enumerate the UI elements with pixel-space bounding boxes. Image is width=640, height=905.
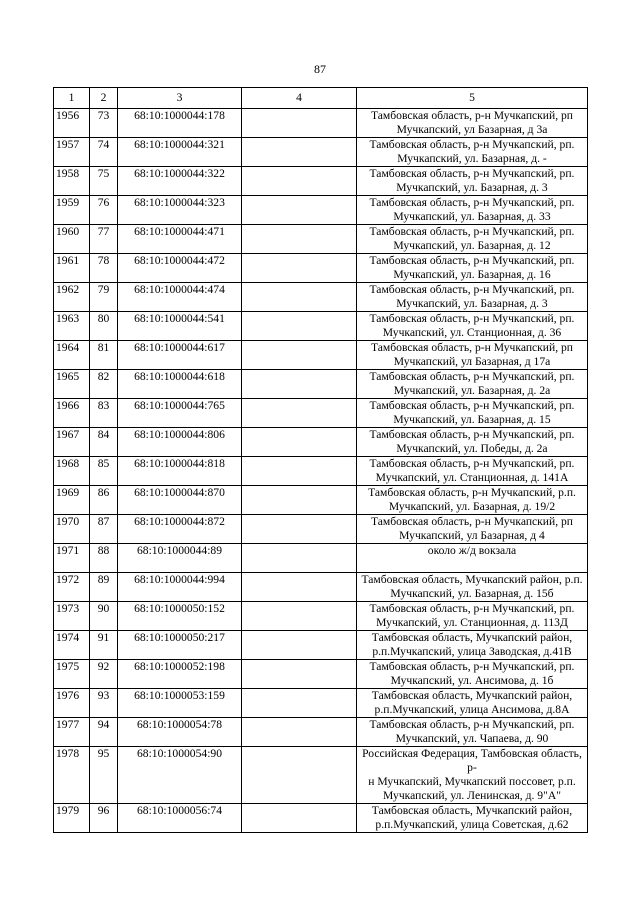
column-4-cell <box>242 602 357 631</box>
address-cell <box>357 544 588 573</box>
address-line: Тамбовская область, р-н Мучкапский, рп. <box>369 718 575 731</box>
address-line: Тамбовская область, р-н Мучкапский, рп. <box>369 254 575 267</box>
column-4-cell <box>242 631 357 660</box>
table-row <box>54 515 588 544</box>
item-number-cell: 74 <box>90 138 118 167</box>
cadastral-number-cell: 68:10:1000044:870 <box>118 486 242 515</box>
column-4-cell <box>242 515 357 544</box>
row-number-cell: 1965 <box>54 370 90 399</box>
address-line: Мучкапский, ул. Ансимова, д. 1б <box>390 674 554 687</box>
table-row <box>54 225 588 254</box>
column-4-cell <box>242 312 357 341</box>
column-4-cell <box>242 399 357 428</box>
row-number-cell: 1969 <box>54 486 90 515</box>
row-number-cell: 1956 <box>54 109 90 138</box>
address-cell <box>357 370 588 399</box>
column-4-cell <box>242 573 357 602</box>
column-4-cell <box>242 747 357 804</box>
address-line: Мучкапский, ул. Ленинская, д. 9"А" <box>383 789 561 802</box>
address-line: Тамбовская область, р-н Мучкапский, рп. <box>369 428 575 441</box>
column-4-cell <box>242 370 357 399</box>
address-line: Тамбовская область, Мучкапский район, <box>371 804 573 817</box>
address-line: Тамбовская область, р-н Мучкапский, рп. <box>369 457 575 470</box>
header-cell-3: 3 <box>118 88 242 109</box>
cadastral-number-cell: 68:10:1000044:806 <box>118 428 242 457</box>
table-row <box>54 660 588 689</box>
item-number-cell: 85 <box>90 457 118 486</box>
item-number-cell: 83 <box>90 399 118 428</box>
item-number-cell: 88 <box>90 544 118 573</box>
cadastral-number-cell: 68:10:1000056:74 <box>118 804 242 833</box>
column-4-cell <box>242 457 357 486</box>
address-line: Мучкапский, ул. Станционная, д. 113Д <box>376 616 568 629</box>
table-row <box>54 138 588 167</box>
address-line: Мучкапский, ул. Чапаева, д. 90 <box>395 732 549 745</box>
address-line: Мучкапский, ул. Базарная, д. 19/2 <box>388 500 556 513</box>
row-number-cell: 1962 <box>54 283 90 312</box>
address-line: Тамбовская область, р-н Мучкапский, рп. <box>369 399 575 412</box>
column-4-cell <box>242 689 357 718</box>
cadastral-number-cell: 68:10:1000044:471 <box>118 225 242 254</box>
column-4-cell <box>242 109 357 138</box>
column-4-cell <box>242 544 357 573</box>
table-row <box>54 283 588 312</box>
column-4-cell <box>242 486 357 515</box>
address-line: Тамбовская область, р-н Мучкапский, рп. <box>369 283 575 296</box>
address-cell <box>357 631 588 660</box>
cadastral-number-cell: 68:10:1000044:541 <box>118 312 242 341</box>
item-number-cell: 76 <box>90 196 118 225</box>
row-number-cell: 1970 <box>54 515 90 544</box>
table-row <box>54 573 588 602</box>
table-row <box>54 109 588 138</box>
table-row <box>54 804 588 833</box>
address-cell <box>357 428 588 457</box>
table-row <box>54 486 588 515</box>
address-cell <box>357 602 588 631</box>
address-cell <box>357 486 588 515</box>
address-cell <box>357 167 588 196</box>
address-cell <box>357 660 588 689</box>
column-4-cell <box>242 718 357 747</box>
table-row <box>54 689 588 718</box>
address-line: Мучкапский, ул. Станционная, д. 141А <box>375 471 569 484</box>
column-4-cell <box>242 225 357 254</box>
row-number-cell: 1968 <box>54 457 90 486</box>
address-line: Тамбовская область, р-н Мучкапский, рп. <box>369 602 575 615</box>
address-line: Мучкапский, ул. Базарная, д. 16 <box>393 268 551 281</box>
column-4-cell <box>242 428 357 457</box>
header-cell-1: 1 <box>54 88 90 109</box>
column-4-cell <box>242 283 357 312</box>
cadastral-number-cell: 68:10:1000053:159 <box>118 689 242 718</box>
row-number-cell: 1964 <box>54 341 90 370</box>
cadastral-number-cell: 68:10:1000044:617 <box>118 341 242 370</box>
address-line: Мучкапский, ул. Базарная, д. 33 <box>393 210 551 223</box>
address-cell <box>357 109 588 138</box>
item-number-cell: 75 <box>90 167 118 196</box>
table-row <box>54 428 588 457</box>
column-4-cell <box>242 167 357 196</box>
address-line: Мучкапский, ул Базарная, д 3а <box>396 123 548 136</box>
address-cell <box>357 312 588 341</box>
table-row <box>54 341 588 370</box>
address-line: Мучкапский, ул. Базарная, д. 2а <box>393 384 551 397</box>
table-row <box>54 631 588 660</box>
address-line: около ж/д вокзала <box>427 544 517 557</box>
header-cell-5: 5 <box>357 88 588 109</box>
item-number-cell: 96 <box>90 804 118 833</box>
table-row <box>54 457 588 486</box>
cadastral-number-cell: 68:10:1000044:618 <box>118 370 242 399</box>
cadastral-number-cell: 68:10:1000044:89 <box>118 544 242 573</box>
address-line: Тамбовская область, р-н Мучкапский, рп. <box>369 167 575 180</box>
header-cell-2: 2 <box>90 88 118 109</box>
table-row <box>54 196 588 225</box>
address-cell <box>357 196 588 225</box>
address-line: Тамбовская область, Мучкапский район, р.п. <box>361 573 583 586</box>
item-number-cell: 94 <box>90 718 118 747</box>
address-line: Тамбовская область, р-н Мучкапский, рп. <box>369 225 575 238</box>
registry-table <box>53 87 588 833</box>
cadastral-number-cell: 68:10:1000044:472 <box>118 254 242 283</box>
address-cell <box>357 718 588 747</box>
address-line: Тамбовская область, р-н Мучкапский, рп. <box>369 138 575 151</box>
item-number-cell: 89 <box>90 573 118 602</box>
item-number-cell: 92 <box>90 660 118 689</box>
column-4-cell <box>242 341 357 370</box>
cadastral-number-cell: 68:10:1000050:217 <box>118 631 242 660</box>
item-number-cell: 73 <box>90 109 118 138</box>
address-line: Тамбовская область, Мучкапский район, <box>371 689 573 702</box>
cadastral-number-cell: 68:10:1000050:152 <box>118 602 242 631</box>
cadastral-number-cell: 68:10:1000054:90 <box>118 747 242 804</box>
row-number-cell: 1977 <box>54 718 90 747</box>
address-line: р.п.Мучкапский, улица Ансимова, д.8А <box>374 703 570 716</box>
table-row <box>54 167 588 196</box>
column-4-cell <box>242 138 357 167</box>
address-line: р.п.Мучкапский, улица Советская, д.62 <box>375 818 569 831</box>
row-number-cell: 1971 <box>54 544 90 573</box>
item-number-cell: 91 <box>90 631 118 660</box>
item-number-cell: 81 <box>90 341 118 370</box>
header-cell-4: 4 <box>242 88 357 109</box>
address-line <box>359 558 585 572</box>
address-cell <box>357 573 588 602</box>
cadastral-number-cell: 68:10:1000044:322 <box>118 167 242 196</box>
column-4-cell <box>242 660 357 689</box>
item-number-cell: 87 <box>90 515 118 544</box>
item-number-cell: 86 <box>90 486 118 515</box>
address-line: Мучкапский, ул. Базарная, д. 12 <box>393 239 551 252</box>
table-row <box>54 718 588 747</box>
header-row <box>54 88 588 109</box>
column-4-cell <box>242 804 357 833</box>
cadastral-number-cell: 68:10:1000044:178 <box>118 109 242 138</box>
cadastral-number-cell: 68:10:1000044:765 <box>118 399 242 428</box>
table-row <box>54 544 588 573</box>
address-line: Мучкапский, ул. Базарная, д. 3 <box>396 297 548 310</box>
cadastral-number-cell: 68:10:1000044:321 <box>118 138 242 167</box>
item-number-cell: 84 <box>90 428 118 457</box>
address-cell <box>357 747 588 804</box>
address-cell <box>357 457 588 486</box>
row-number-cell: 1978 <box>54 747 90 804</box>
row-number-cell: 1972 <box>54 573 90 602</box>
item-number-cell: 95 <box>90 747 118 804</box>
row-number-cell: 1963 <box>54 312 90 341</box>
table-row <box>54 370 588 399</box>
column-4-cell <box>242 254 357 283</box>
address-line: Мучкапский, ул. Станционная, д. 36 <box>382 326 562 339</box>
row-number-cell: 1958 <box>54 167 90 196</box>
table-row <box>54 602 588 631</box>
address-line: Мучкапский, ул. Базарная, д. - <box>397 152 547 165</box>
address-line: р.п.Мучкапский, улица Заводская, д.41В <box>372 645 572 658</box>
address-line: Мучкапский, ул. Базарная, д. 15б <box>390 587 554 600</box>
cadastral-number-cell: 68:10:1000044:994 <box>118 573 242 602</box>
item-number-cell: 90 <box>90 602 118 631</box>
address-line: Мучкапский, ул. Базарная, д. 15 <box>393 413 551 426</box>
table-row <box>54 254 588 283</box>
row-number-cell: 1974 <box>54 631 90 660</box>
row-number-cell: 1960 <box>54 225 90 254</box>
address-line: Тамбовская область, р-н Мучкапский, рп. <box>369 660 575 673</box>
address-cell <box>357 515 588 544</box>
item-number-cell: 82 <box>90 370 118 399</box>
table-row <box>54 312 588 341</box>
address-line: н Мучкапский, Мучкапский поссовет, р.п. <box>368 775 576 788</box>
row-number-cell: 1979 <box>54 804 90 833</box>
cadastral-number-cell: 68:10:1000044:818 <box>118 457 242 486</box>
item-number-cell: 93 <box>90 689 118 718</box>
address-line: Мучкапский, ул. Базарная, д. 3 <box>396 181 548 194</box>
address-line: Мучкапский, ул. Победы, д. 2а <box>396 442 548 455</box>
address-cell <box>357 689 588 718</box>
cadastral-number-cell: 68:10:1000052:198 <box>118 660 242 689</box>
column-4-cell <box>242 196 357 225</box>
row-number-cell: 1975 <box>54 660 90 689</box>
address-cell <box>357 399 588 428</box>
cadastral-number-cell: 68:10:1000044:872 <box>118 515 242 544</box>
address-cell <box>357 283 588 312</box>
address-line: Российская Федерация, Тамбовская область, р- <box>362 747 582 774</box>
row-number-cell: 1973 <box>54 602 90 631</box>
address-cell <box>357 341 588 370</box>
row-number-cell: 1967 <box>54 428 90 457</box>
row-number-cell: 1976 <box>54 689 90 718</box>
address-line: Тамбовская область, р-н Мучкапский, р.п. <box>368 486 576 499</box>
address-cell <box>357 804 588 833</box>
address-cell <box>357 138 588 167</box>
address-line: Тамбовская область, Мучкапский район, <box>371 631 573 644</box>
item-number-cell: 79 <box>90 283 118 312</box>
row-number-cell: 1961 <box>54 254 90 283</box>
row-number-cell: 1959 <box>54 196 90 225</box>
item-number-cell: 78 <box>90 254 118 283</box>
address-line: Тамбовская область, р-н Мучкапский, рп <box>370 515 574 528</box>
item-number-cell: 80 <box>90 312 118 341</box>
table-row <box>54 399 588 428</box>
address-line: Тамбовская область, р-н Мучкапский, рп. <box>369 312 575 325</box>
address-line: Тамбовская область, р-н Мучкапский, рп <box>370 341 574 354</box>
cadastral-number-cell: 68:10:1000044:474 <box>118 283 242 312</box>
address-cell <box>357 254 588 283</box>
cadastral-number-cell: 68:10:1000054:78 <box>118 718 242 747</box>
address-line: Тамбовская область, р-н Мучкапский, рп. <box>369 196 575 209</box>
row-number-cell: 1957 <box>54 138 90 167</box>
item-number-cell: 77 <box>90 225 118 254</box>
address-line: Тамбовская область, р-н Мучкапский, рп <box>370 109 574 122</box>
address-cell <box>357 225 588 254</box>
address-line: Мучкапский, ул Базарная, д 17а <box>393 355 551 368</box>
row-number-cell: 1966 <box>54 399 90 428</box>
cadastral-number-cell: 68:10:1000044:323 <box>118 196 242 225</box>
address-line: Мучкапский, ул Базарная, д 4 <box>399 529 545 542</box>
address-line: Тамбовская область, р-н Мучкапский, рп. <box>369 370 575 383</box>
table-row <box>54 747 588 804</box>
page-number: 87 <box>314 62 326 76</box>
